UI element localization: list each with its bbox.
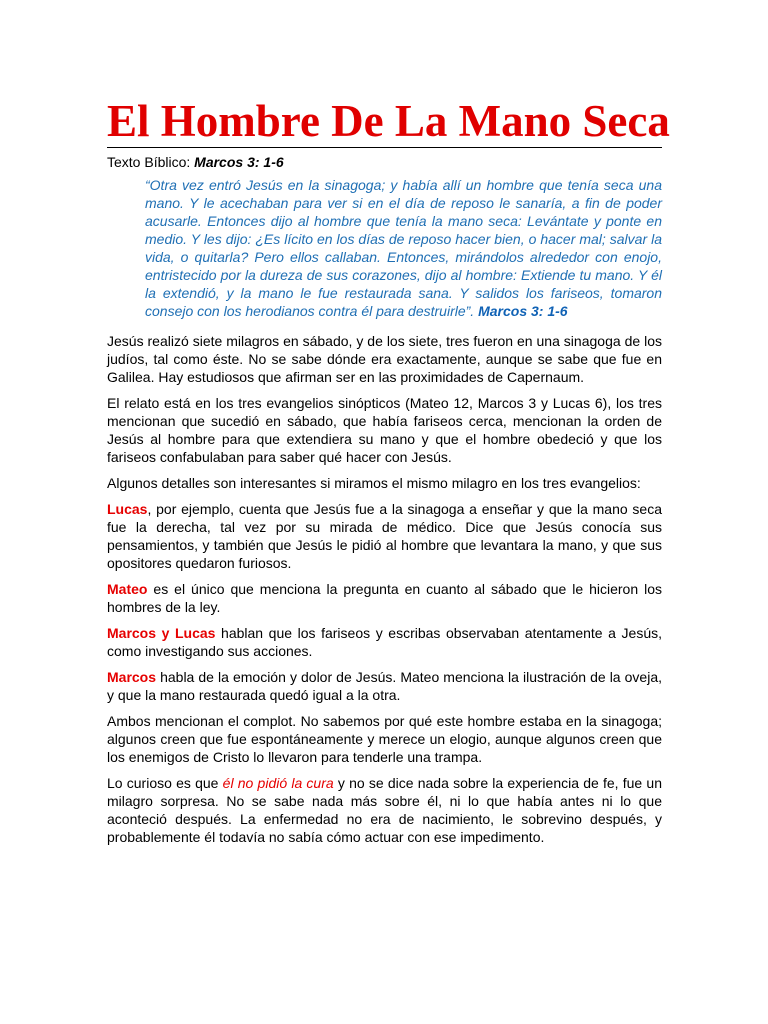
document-title: El Hombre De La Mano Seca: [107, 96, 670, 146]
paragraph-3: Algunos detalles son interesantes si miramos el mismo milagro en los tres evangelios:: [107, 475, 641, 491]
document-page: [107, 0, 670, 846]
paragraph-9-emphasis: él no pidió la cura: [222, 775, 334, 791]
paragraph-8: Ambos mencionan el complot. No sabemos por qué este hombre estaba en la sinagoga; algunos creen que fue espontáneamente y merece un elogio, aunque algunos creen que los enemigos de Cristo lo llevaron para tenderle una trampa.: [107, 713, 662, 765]
paragraph-6-lead: Marcos y Lucas: [107, 625, 216, 641]
paragraph-7-lead: Marcos: [107, 669, 157, 685]
quote-citation: Marcos 3: 1-6: [478, 303, 568, 319]
paragraph-7: [107, 668, 662, 704]
paragraph-4-text: , por ejemplo, cuenta que Jesús fue a la sinagoga a enseñar y que la mano seca fue la derecha, tal vez por su mirada de médico. Dice que Jesús conocía sus pensamientos, y también que Jesús le pidió al hombre que levantara la mano, y que sus opositores quedaron furiosos.: [107, 501, 662, 571]
reference-citation: Marcos 3: 1-6: [194, 154, 284, 170]
scripture-quote: [145, 176, 662, 320]
paragraph-9: [107, 774, 662, 846]
paragraph-4: [107, 500, 662, 572]
paragraph-7-text: habla de la emoción y dolor de Jesús. Mateo menciona la ilustración de la oveja, y que la mano restaurada quedó igual a la otra.: [107, 669, 662, 703]
paragraph-6-text: hablan que los fariseos y escribas observaban atentamente a Jesús, como investigando sus acciones.: [107, 625, 662, 659]
reference-label: Texto Bíblico:: [107, 154, 195, 170]
paragraph-2: El relato está en los tres evangelios sinópticos (Mateo 12, Marcos 3 y Lucas 6), los tres mencionan que sucedió en sábado, que había fariseos cerca, mencionan la orden de Jesús al hombre para que extendiera su mano y que el hombre obedeció y que los fariseos confabulaban para saber qué hacer con Jesús.: [107, 395, 662, 465]
title-divider: [107, 147, 662, 148]
paragraph-9-text-end: y no se dice nada sobre la experiencia de fe, fue un milagro sorpresa. No se sabe nada más sobre él, ni lo que había antes ni lo que aconteció después. La enfermedad no era de nacimiento, le sobrevino después, y probablemente él todavía no sabía cómo actuar con ese impedimento.: [107, 775, 662, 845]
bible-reference: [107, 153, 662, 171]
paragraph-5-lead: Mateo: [107, 581, 148, 597]
quote-text: “Otra vez entró Jesús en la sinagoga; y había allí un hombre que tenía seca una mano. Y le acechaban para ver si en el día de reposo le sanaría, a fin de poder acusarle. Entonces dijo al hombre que tenía la mano seca: Levántate y ponte en medio. Y les dijo: ¿Es lícito en los días de reposo hacer bien, o hacer mal; salvar la vida, o quitarla? Pero ellos callaban. Entonces, mirándolos alrededor con enojo, entristecido por la dureza de sus corazones, dijo al hombre: Extiende tu mano. Y él la extendió, y la mano le fue restaurada sana. Y salidos los fariseos, tomaron consejo con los herodianos contra él para destruirle”.: [145, 177, 662, 319]
paragraph-6: [107, 624, 662, 660]
paragraph-5-text: es el único que menciona la pregunta en cuanto al sábado que le hicieron los hombres de la ley.: [107, 581, 662, 615]
paragraph-4-lead: Lucas: [107, 501, 148, 517]
paragraph-1: Jesús realizó siete milagros en sábado, y de los siete, tres fueron en una sinagoga de los judíos, tal como éste. No se sabe dónde era exactamente, aunque se sabe que fue en Galilea. Hay estudiosos que afirman ser en las proximidades de Capernaum.: [107, 333, 662, 385]
paragraph-5: [107, 580, 662, 616]
paragraph-9-text-start: Lo curioso es que: [107, 775, 223, 791]
